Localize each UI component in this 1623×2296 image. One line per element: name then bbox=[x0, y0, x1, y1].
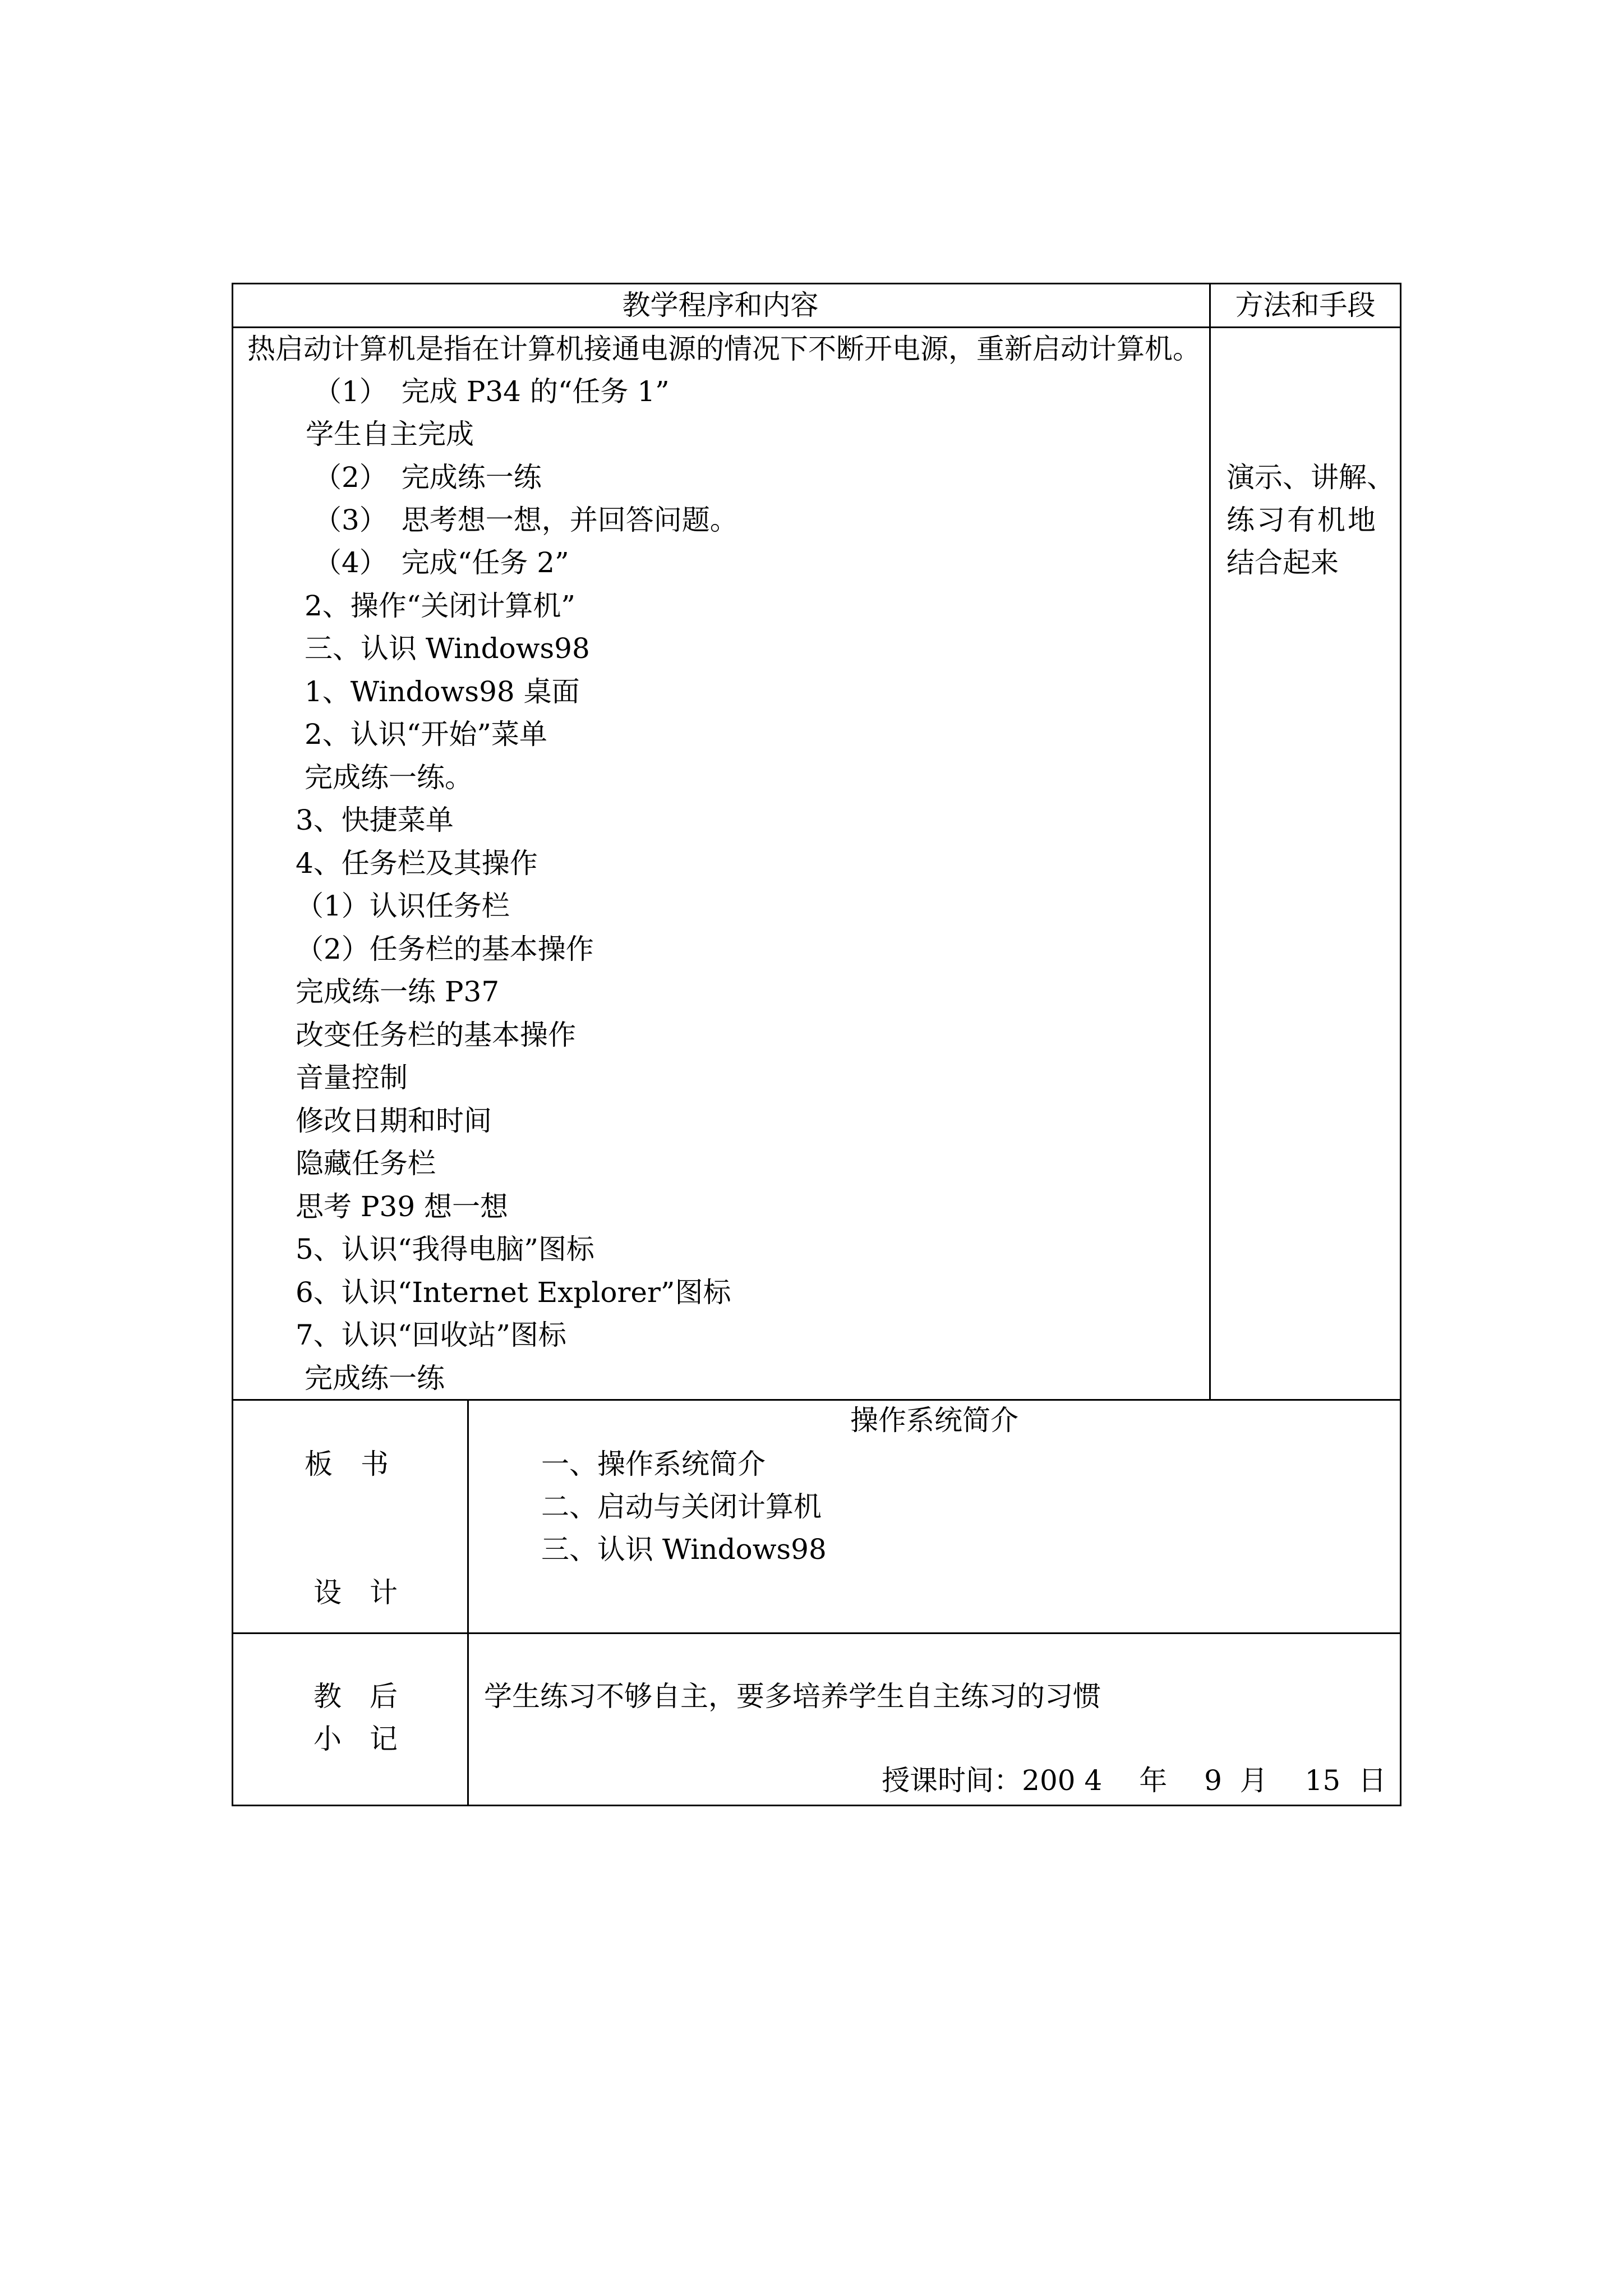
board-item: 一、操作系统简介 bbox=[541, 1448, 766, 1480]
content-line: 5、认识“我得电脑”图标 bbox=[296, 1233, 594, 1266]
lesson-date: 授课时间：200 4 年 9 月 15 日 bbox=[882, 1764, 1386, 1797]
content-line: （4） 完成“任务 2” bbox=[313, 546, 569, 579]
content-line: 音量控制 bbox=[296, 1061, 408, 1094]
board-label-top: 板 书 bbox=[305, 1448, 389, 1480]
content-line: 7、认识“回收站”图标 bbox=[296, 1319, 566, 1351]
board-item: 二、启动与关闭计算机 bbox=[541, 1490, 822, 1523]
content-line: （1）认识任务栏 bbox=[296, 890, 510, 922]
method-line: 演示、讲解、 bbox=[1227, 461, 1395, 494]
content-line: （2）任务栏的基本操作 bbox=[296, 933, 594, 965]
content-line: 4、任务栏及其操作 bbox=[296, 847, 538, 880]
content-line: 隐藏任务栏 bbox=[296, 1147, 436, 1180]
content-divider bbox=[232, 1399, 1401, 1401]
content-line: 1、Windows98 桌面 bbox=[305, 675, 580, 708]
notes-label-line2: 小 记 bbox=[313, 1723, 398, 1755]
content-line: 3、快捷菜单 bbox=[296, 804, 454, 836]
content-line: 完成练一练 bbox=[305, 1362, 445, 1395]
table-border-bottom bbox=[232, 1805, 1401, 1806]
notes-text: 学生练习不够自主，要多培养学生自主练习的习惯 bbox=[484, 1680, 1101, 1713]
content-line: 2、认识“开始”菜单 bbox=[305, 718, 547, 751]
label-column-divider bbox=[467, 1399, 469, 1806]
table-border-left bbox=[232, 283, 233, 1806]
content-line: 修改日期和时间 bbox=[296, 1105, 492, 1137]
board-label-bottom: 设 计 bbox=[313, 1576, 398, 1609]
board-divider bbox=[232, 1632, 1401, 1634]
content-line: 6、认识“Internet Explorer”图标 bbox=[296, 1276, 731, 1309]
method-column-divider bbox=[1209, 283, 1211, 1401]
content-line: （1） 完成 P34 的“任务 1” bbox=[313, 375, 670, 408]
lesson-plan-table bbox=[232, 283, 1401, 1806]
content-line: 2、操作“关闭计算机” bbox=[305, 590, 575, 622]
header-divider bbox=[232, 326, 1401, 328]
content-line: 热启动计算机是指在计算机接通电源的情况下不断开电源，重新启动计算机。 bbox=[247, 333, 1201, 365]
board-title: 操作系统简介 bbox=[850, 1404, 1018, 1437]
content-line: （3） 思考想一想，并回答问题。 bbox=[313, 504, 738, 536]
content-line: 学生自主完成 bbox=[306, 418, 474, 450]
table-border-right bbox=[1400, 283, 1401, 1806]
method-column-header: 方法和手段 bbox=[1235, 289, 1376, 321]
table-border-top bbox=[232, 283, 1401, 284]
content-line: 完成练一练 P37 bbox=[296, 976, 500, 1008]
notes-label-line1: 教 后 bbox=[313, 1680, 398, 1713]
content-line: （2） 完成练一练 bbox=[313, 461, 542, 494]
method-line: 练习有机地 bbox=[1227, 504, 1378, 536]
content-column-header: 教学程序和内容 bbox=[622, 289, 819, 321]
content-line: 完成练一练。 bbox=[305, 761, 473, 794]
content-line: 改变任务栏的基本操作 bbox=[296, 1019, 576, 1051]
method-line: 结合起来 bbox=[1227, 546, 1339, 579]
content-line: 三、认识 Windows98 bbox=[305, 632, 590, 665]
content-line: 思考 P39 想一想 bbox=[296, 1190, 509, 1223]
board-item: 三、认识 Windows98 bbox=[541, 1533, 827, 1566]
